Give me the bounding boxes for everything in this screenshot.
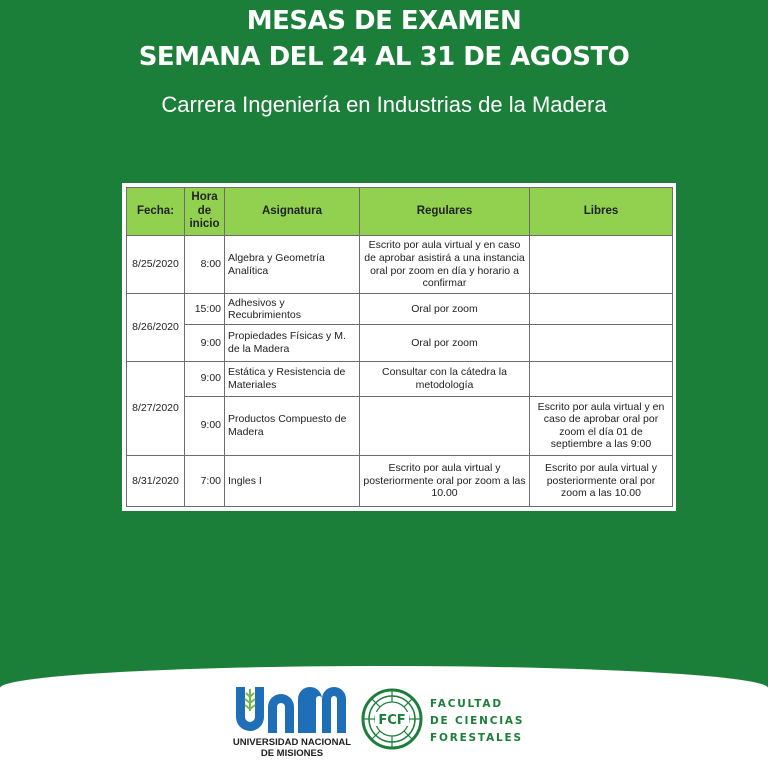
cell-asignatura: Ingles I [225, 455, 360, 506]
cell-libres [530, 294, 673, 325]
cell-libres [530, 236, 673, 294]
unam-name-line-1: UNIVERSIDAD NACIONAL [232, 737, 352, 748]
fcf-name-line-1: FACULTAD [430, 698, 503, 710]
fcf-name-line-3: FORESTALES [430, 732, 523, 744]
table-row [127, 396, 673, 455]
cell-hora: 8:00 [185, 236, 225, 294]
cell-libres: Escrito por aula virtual y posteriormente oral por zoom a las 10.00 [530, 455, 673, 506]
cell-regulares [360, 396, 530, 455]
cell-libres [530, 361, 673, 396]
cell-libres [530, 324, 673, 361]
exam-schedule-table [126, 187, 673, 507]
cell-regulares: Oral por zoom [360, 294, 530, 325]
header-regulares: Regulares [360, 188, 530, 236]
cell-regulares: Oral por zoom [360, 324, 530, 361]
cell-regulares: Escrito por aula virtual y posteriormente oral por zoom a las 10.00 [360, 455, 530, 506]
table-row [127, 294, 673, 325]
fcf-name-line-2: DE CIENCIAS [430, 715, 525, 727]
cell-asignatura: Algebra y Geometría Analítica [225, 236, 360, 294]
header-hora: Hora de inicio [185, 188, 225, 236]
header-libres: Libres [530, 188, 673, 236]
cell-libres: Escrito por aula virtual y en caso de aprobar oral por zoom el día 01 de septiembre a las 9:00 [530, 396, 673, 455]
cell-fecha: 8/26/2020 [127, 294, 185, 361]
title-line-1: MESAS DE EXAMEN [246, 6, 522, 36]
unam-name [222, 737, 362, 759]
cell-asignatura: Productos Compuesto de Madera [225, 396, 360, 455]
unam-name-line-2: DE MISIONES [260, 748, 324, 759]
cell-hora: 9:00 [185, 361, 225, 396]
table-row [127, 361, 673, 396]
cell-fecha: 8/31/2020 [127, 455, 185, 506]
fcf-name [430, 696, 524, 747]
cell-asignatura: Propiedades Físicas y M. de la Madera [225, 324, 360, 361]
cell-asignatura: Adhesivos y Recubrimientos [225, 294, 360, 325]
table-row [127, 455, 673, 506]
cell-regulares: Escrito por aula virtual y en caso de aprobar asistirá a una instancia oral por zoom en día y horario a confirmar [360, 236, 530, 294]
cell-hora: 15:00 [185, 294, 225, 325]
cell-regulares: Consultar con la cátedra la metodología [360, 361, 530, 396]
exam-schedule-table-container [122, 183, 676, 511]
career-subtitle: Carrera Ingeniería en Industrias de la Madera [161, 92, 607, 117]
cell-hora: 9:00 [185, 324, 225, 361]
table-header-row [127, 188, 673, 236]
fcf-seal-icon [361, 688, 423, 750]
title-line-2: SEMANA DEL 24 AL 31 DE AGOSTO [138, 42, 630, 72]
cell-fecha: 8/25/2020 [127, 236, 185, 294]
table-row [127, 236, 673, 294]
cell-hora: 7:00 [185, 455, 225, 506]
header-asignatura: Asignatura [225, 188, 360, 236]
cell-fecha: 8/27/2020 [127, 361, 185, 455]
fcf-monogram: FCF [378, 713, 406, 728]
cell-asignatura: Estática y Resistencia de Materiales [225, 361, 360, 396]
header-fecha: Fecha: [127, 188, 185, 236]
table-row [127, 324, 673, 361]
cell-hora: 9:00 [185, 396, 225, 455]
unam-logo-icon [232, 685, 352, 735]
